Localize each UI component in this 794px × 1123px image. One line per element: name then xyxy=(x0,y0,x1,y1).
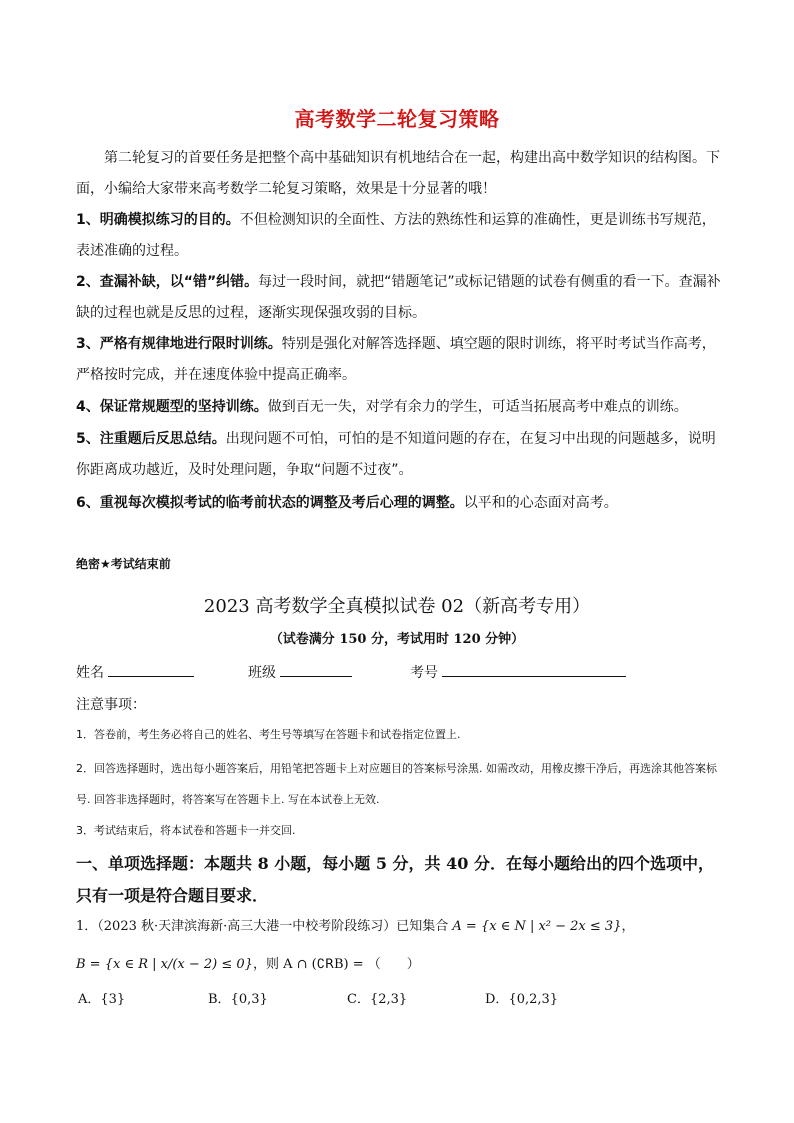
name-field[interactable] xyxy=(76,662,194,682)
strategy-item-6-body: 以平和的心态面对高考。 xyxy=(463,495,618,511)
option-b-value: {0,3} xyxy=(230,992,268,1007)
option-a-label: A． xyxy=(78,992,101,1007)
strategy-item-1-body: 不但检测知识的全面性、方法的熟练性和运算的准确性，更是训练书写规范，表述准确的过程。 xyxy=(76,212,716,259)
number-label: 考号 xyxy=(410,665,438,681)
question-1-number: 1． xyxy=(76,919,98,934)
strategy-item-3 xyxy=(76,329,724,391)
question-1-line-2 xyxy=(76,953,724,972)
name-label: 姓名 xyxy=(76,665,104,681)
option-d-value: {0,2,3} xyxy=(508,992,559,1007)
strategy-item-6-head: 6、重视每次模拟考试的临考前状态的调整及考后心理的调整。 xyxy=(76,495,464,511)
strategy-item-1 xyxy=(76,205,724,267)
question-1-line-1: 1．（2023 秋·天津滨海新·高三大港一中校考阶段练习）已知集合 A = {x ∈ N | x² − 2x ≤ 3}， xyxy=(76,919,635,934)
strategy-item-3-body: 特别是强化对解答选择题、填空题的限时训练，将平时考试当作高考，严格按时完成，并在速度体验中提高正确率。 xyxy=(76,336,716,383)
question-1-source: （2023 秋·天津滨海新·高三大港一中校考阶段练习）已知集合 xyxy=(97,919,449,934)
name-blank[interactable] xyxy=(108,662,194,677)
secret-label: 绝密★考试结束前 xyxy=(76,557,171,571)
set-a-formula: A = {x ∈ N | x² − 2x ≤ 3} xyxy=(452,919,622,934)
strategy-item-1-head: 1、明确模拟练习的目的。 xyxy=(76,212,240,228)
strategy-item-4-head: 4、保证常规题型的坚持训练。 xyxy=(76,399,268,415)
strategy-item-5-body: 出现问题不可怕，可怕的是不知道问题的存在，在复习中出现的问题越多，说明你距离成功越近，及时处理问题，争取“问题不过夜”。 xyxy=(76,431,716,478)
strategy-item-2 xyxy=(76,267,724,329)
strategy-item-5-head: 5、注重题后反思总结。 xyxy=(76,431,226,447)
strategy-item-4-body: 做到百无一失，对学有余力的学生，可适当拓展高考中难点的训练。 xyxy=(267,399,688,415)
question-1-ask: ，则 A ∩ (∁ꓣB) = （ ） xyxy=(252,957,420,972)
option-c-value: {2,3} xyxy=(369,992,408,1007)
option-a[interactable] xyxy=(78,988,125,1007)
strategy-item-2-head: 2、查漏补缺，以“错”纠错。 xyxy=(76,274,259,290)
class-blank[interactable] xyxy=(280,662,352,677)
option-b[interactable] xyxy=(208,988,268,1007)
note-3: 3．考试结束后，将本试卷和答题卡一并交回. xyxy=(76,824,296,837)
option-d-label: D． xyxy=(485,992,509,1007)
set-b-formula: B = {x ∈ R | x/(x − 2) ≤ 0} xyxy=(76,957,253,972)
strategy-intro: 第二轮复习的首要任务是把整个高中基础知识有机地结合在一起，构建出高中数学知识的结构图。下面，小编给大家带来高考数学二轮复习策略，效果是十分显著的哦！ xyxy=(76,150,720,197)
option-d[interactable] xyxy=(485,988,558,1007)
number-blank[interactable] xyxy=(442,662,626,677)
exam-subtitle: （试卷满分 150 分，考试用时 120 分钟） xyxy=(269,632,525,647)
strategy-item-5 xyxy=(76,424,724,486)
class-label: 班级 xyxy=(248,665,276,681)
option-c-label: C． xyxy=(347,992,370,1007)
option-b-label: B． xyxy=(208,992,231,1007)
class-field[interactable] xyxy=(248,662,352,682)
note-2: 2．回答选择题时，选出每小题答案后，用铅笔把答题卡上对应题目的答案标号涂黑. 如需改动，用橡皮擦干净后，再选涂其他答案标号. 回答非选择题时，将答案写在答题卡上. 写在本试卷上无效. xyxy=(76,762,717,806)
exam-title: 2023 高考数学全真模拟试卷 02（新高考专用） xyxy=(203,596,591,617)
strategy-item-4 xyxy=(76,392,724,423)
note-1: 1．答卷前，考生务必将自己的姓名、考生号等填写在答题卡和试卷指定位置上. xyxy=(76,728,461,741)
option-a-value: {3} xyxy=(100,992,126,1007)
notes-heading: 注意事项： xyxy=(76,697,146,713)
number-field[interactable] xyxy=(410,662,626,682)
option-c[interactable] xyxy=(347,988,407,1007)
section-heading: 一、单项选择题：本题共 8 小题，每小题 5 分，共 40 分．在每小题给出的四个选项中，只有一项是符合题目要求． xyxy=(76,854,714,905)
strategy-item-2-body: 每过一段时间，就把“错题笔记”或标记错题的试卷有侧重的看一下。查漏补缺的过程也就是反思的过程，逐渐实现保强攻弱的目标。 xyxy=(76,274,721,321)
strategy-item-3-head: 3、严格有规律地进行限时训练。 xyxy=(76,336,282,352)
strategy-title: 高考数学二轮复习策略 xyxy=(294,107,500,131)
strategy-item-6 xyxy=(76,488,724,519)
